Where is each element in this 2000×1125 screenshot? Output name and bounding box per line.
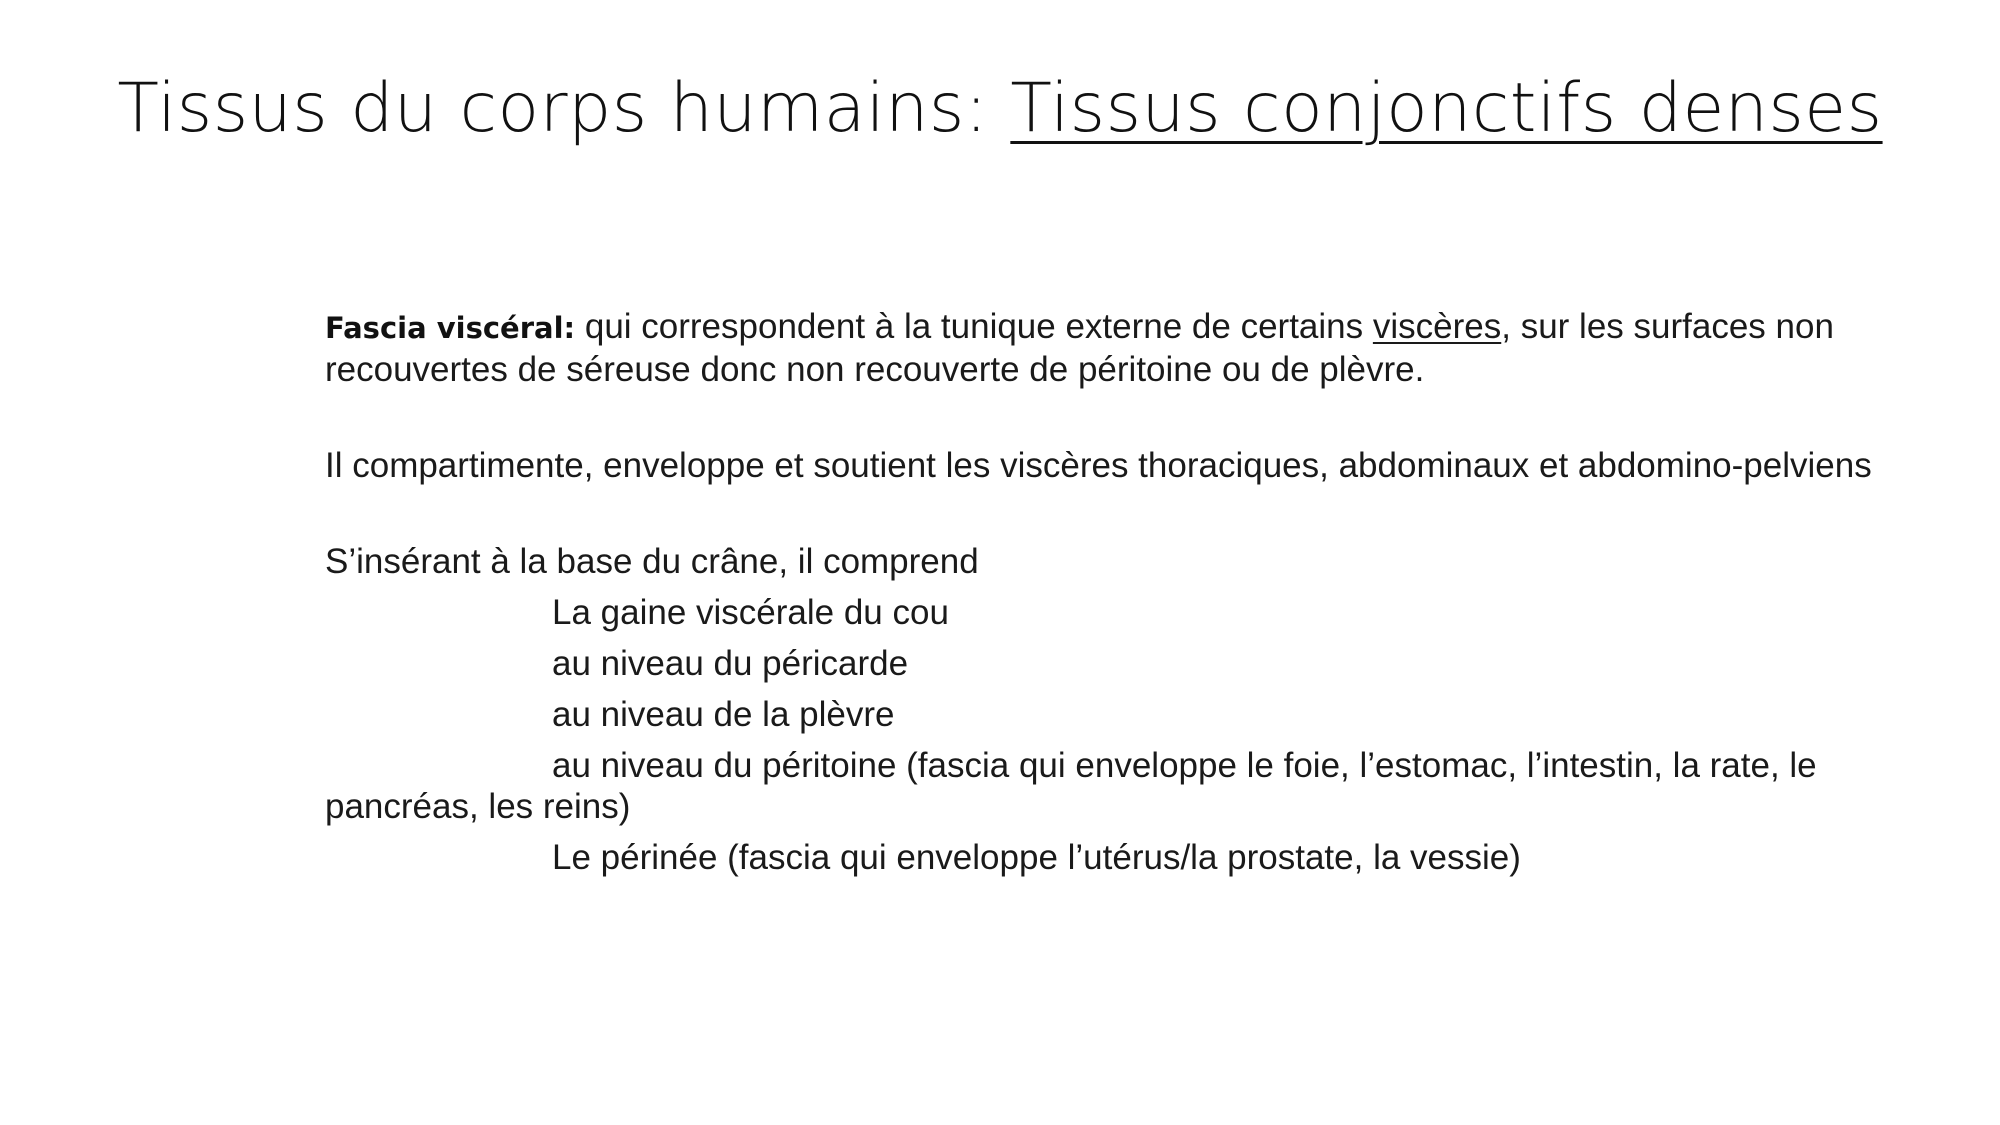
paragraph-intro: S’insérant à la base du crâne, il comprend <box>325 542 979 581</box>
paragraph-text-after: , sur les surfaces non recouvertes de séreuse donc non recouverte de péritoine ou de plèvre. <box>325 307 1834 389</box>
paragraph-fascia-visceral <box>325 306 1925 390</box>
list-item: Le périnée (fascia qui enveloppe l’utérus/la prostate, la vessie) <box>552 838 1521 877</box>
paragraph-compartimente: Il compartimente, enveloppe et soutient les viscères thoraciques, abdominaux et abdomino-pelviens <box>325 446 1872 485</box>
slide-content <box>325 306 1925 878</box>
title-emphasis: Tissus conjonctifs denses <box>1010 69 1883 148</box>
list-item: La gaine viscérale du cou <box>552 593 949 632</box>
paragraph-lead: Fascia viscéral: <box>325 311 576 345</box>
list-item: au niveau du péricarde <box>552 644 909 683</box>
underlined-term: viscères <box>1372 307 1502 346</box>
title-prefix: Tissus du corps humains: <box>117 69 1011 148</box>
paragraph-insertion <box>325 541 1925 878</box>
paragraph-text-before: qui correspondent à la tunique externe de certains <box>575 307 1373 346</box>
slide-title <box>0 69 2000 148</box>
list-item: au niveau de la plèvre <box>552 695 895 734</box>
list-item: au niveau du péritoine (fascia qui enveloppe le foie, l’estomac, l’intestin, la rate, le pancréas, les reins) <box>325 746 1817 826</box>
structures-list <box>325 592 1925 878</box>
